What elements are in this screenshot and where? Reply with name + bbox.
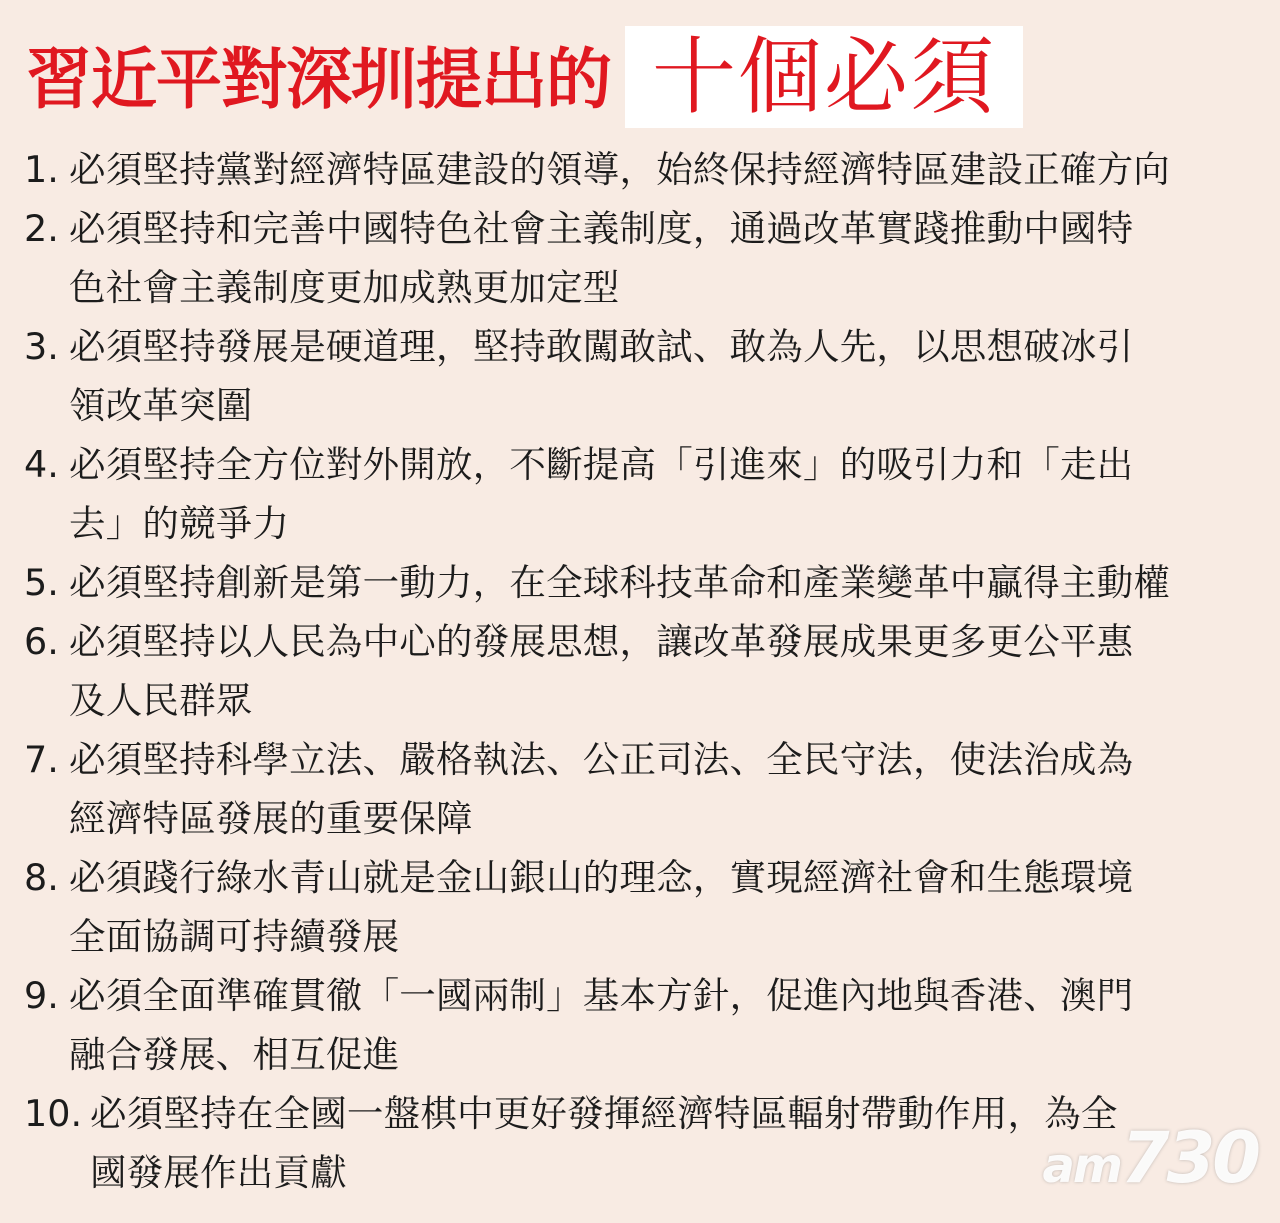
item-text-line: 必須堅持創新是第一動力，在全球科技革命和產業變革中贏得主動權 (69, 561, 1170, 604)
item-text-line: 去」的競爭力 (69, 502, 290, 545)
item-number: 5. (24, 561, 59, 604)
item-text-line: 必須堅持在全國一盤棋中更好發揮經濟特區輻射帶動作用，為全 (90, 1092, 1118, 1135)
item-text-line: 必須堅持和完善中國特色社會主義制度，通過改革實踐推動中國特 (69, 207, 1134, 250)
item-number: 6. (24, 620, 59, 663)
item-text-line: 國發展作出貢獻 (90, 1151, 347, 1194)
list-item (24, 199, 1260, 317)
item-number: 8. (24, 856, 59, 899)
item-text (69, 966, 1260, 1084)
list-item (24, 140, 1260, 199)
list-item (24, 317, 1260, 435)
item-text (69, 140, 1260, 199)
list-item (24, 730, 1260, 848)
requirements-list (24, 140, 1260, 1202)
item-text-line: 必須堅持發展是硬道理，堅持敢闖敢試、敢為人先，以思想破冰引 (69, 325, 1134, 368)
list-item (24, 435, 1260, 553)
item-text-line: 必須全面準確貫徹「一國兩制」基本方針，促進內地與香港、澳門 (69, 974, 1134, 1017)
item-text-line: 必須堅持全方位對外開放，不斷提高「引進來」的吸引力和「走出 (69, 443, 1134, 486)
title-row (26, 20, 1023, 128)
item-text-line: 必須堅持以人民為中心的發展思想，讓改革發展成果更多更公平惠 (69, 620, 1134, 663)
title-accent: 十個必須 (651, 28, 996, 126)
am730-logo (1042, 1117, 1258, 1201)
item-text-line: 經濟特區發展的重要保障 (69, 797, 473, 840)
item-text-line: 色社會主義制度更加成熟更加定型 (69, 266, 620, 309)
item-number: 7. (24, 738, 59, 781)
item-text-line: 融合發展、相互促進 (69, 1033, 400, 1076)
list-item (24, 966, 1260, 1084)
item-number: 9. (24, 974, 59, 1017)
item-text (69, 317, 1260, 435)
item-text (69, 435, 1260, 553)
item-text-line: 必須踐行綠水青山就是金山銀山的理念，實現經濟社會和生態環境 (69, 856, 1134, 899)
item-text (69, 730, 1260, 848)
item-number: 1. (24, 148, 59, 191)
item-text (69, 553, 1260, 612)
logo-suffix: 730 (1120, 1117, 1258, 1199)
item-text (69, 848, 1260, 966)
page-title: 習近平對深圳提出的 (26, 41, 611, 118)
title-highlight-box (625, 26, 1023, 128)
item-text-line: 必須堅持科學立法、嚴格執法、公正司法、全民守法，使法治成為 (69, 738, 1134, 781)
item-number: 3. (24, 325, 59, 368)
item-text-line: 領改革突圍 (69, 384, 253, 427)
item-number: 2. (24, 207, 59, 250)
item-number: 4. (24, 443, 59, 486)
list-item (24, 553, 1260, 612)
item-text (69, 199, 1260, 317)
list-item (24, 612, 1260, 730)
logo-prefix: am (1042, 1138, 1121, 1194)
item-text-line: 必須堅持黨對經濟特區建設的領導，始終保持經濟特區建設正確方向 (69, 148, 1170, 191)
item-text (69, 612, 1260, 730)
item-text-line: 及人民群眾 (69, 679, 253, 722)
item-number: 10. (24, 1092, 83, 1135)
item-text-line: 全面協調可持續發展 (69, 915, 400, 958)
list-item (24, 848, 1260, 966)
